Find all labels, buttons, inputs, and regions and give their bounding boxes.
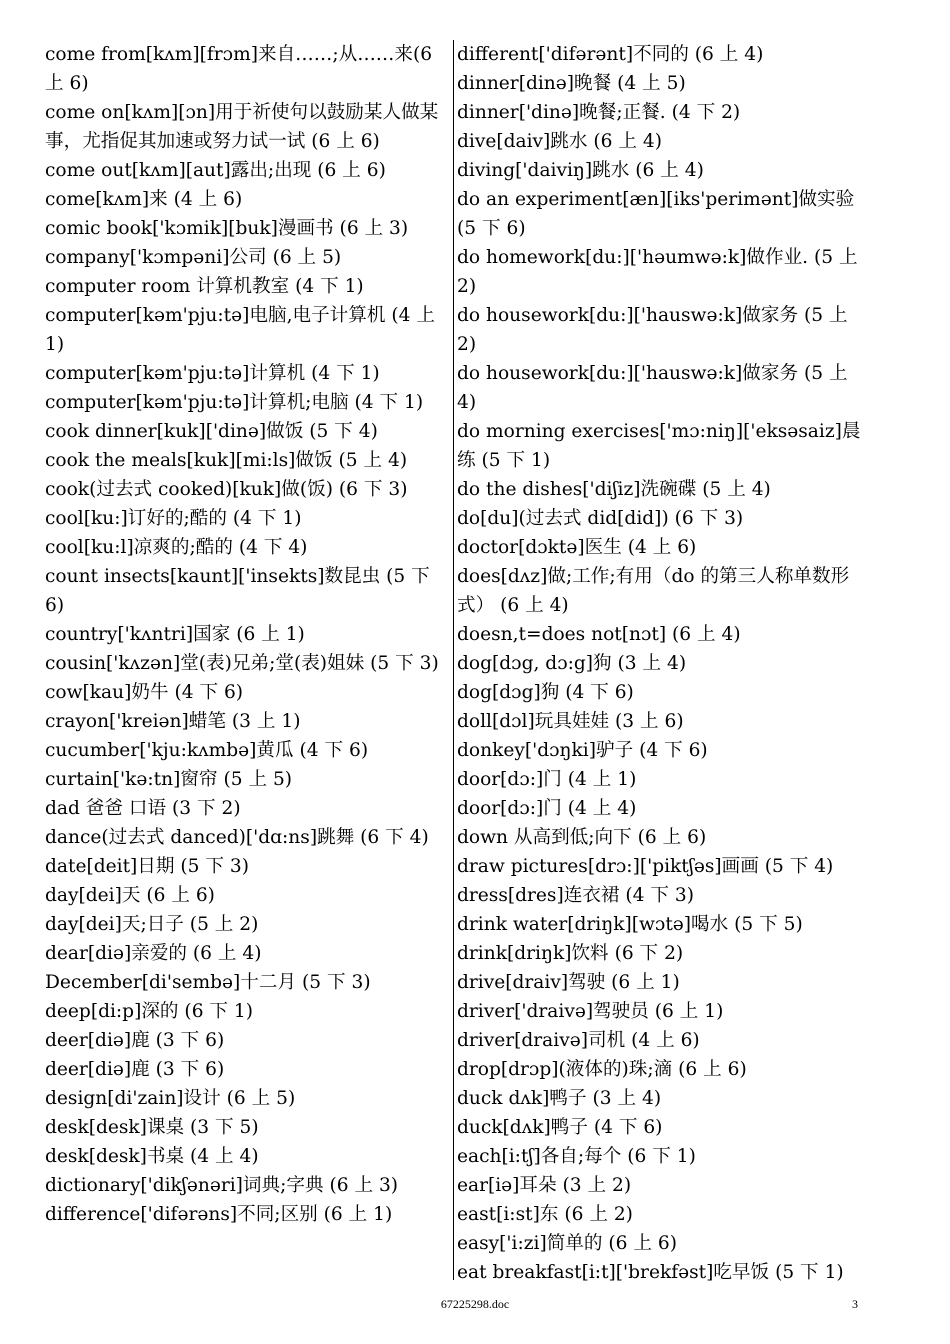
vocab-entry: cool[ku:l]凉爽的;酷的 (4 下 4) bbox=[45, 537, 308, 558]
left-column bbox=[45, 40, 450, 1229]
vocab-entry: donkey['dɔŋki]驴子 (4 下 6) bbox=[457, 740, 708, 761]
vocab-entry: doesn,t=does not[nɔt] (6 上 4) bbox=[457, 624, 741, 645]
vocab-entry: desk[desk]课桌 (3 下 5) bbox=[45, 1117, 259, 1138]
vocab-entry: different['difərənt]不同的 (6 上 4) bbox=[457, 44, 764, 65]
vocab-entry: do an experiment[æn][iks'perimənt]做实验(5 下 6) bbox=[457, 189, 855, 239]
column-divider bbox=[453, 40, 454, 1280]
vocab-entry: drop[drɔp](液体的)珠;滴 (6 上 6) bbox=[457, 1059, 747, 1080]
vocab-entry: cook the meals[kuk][mi:ls]做饭 (5 上 4) bbox=[45, 450, 408, 471]
vocab-entry: door[dɔ:]门 (4 上 4) bbox=[457, 798, 637, 819]
vocab-entry: curtain['kə:tn]窗帘 (5 上 5) bbox=[45, 769, 293, 790]
vocab-entry: computer room 计算机教室 (4 下 1) bbox=[45, 276, 364, 297]
vocab-entry: dinner['dinə]晚餐;正餐. (4 下 2) bbox=[457, 102, 741, 123]
vocab-entry: come on[kʌm][ɔn]用于祈使句以鼓励某人做某事，尤指促其加速或努力试一试 (6 上 6) bbox=[45, 102, 439, 152]
vocab-entry: count insects[kaunt]['insekts]数昆虫 (5 下 6) bbox=[45, 566, 430, 616]
vocab-entry: cucumber['kju:kʌmbə]黄瓜 (4 下 6) bbox=[45, 740, 369, 761]
vocab-entry: cook dinner[kuk]['dinə]做饭 (5 下 4) bbox=[45, 421, 378, 442]
vocab-entry: ear[iə]耳朵 (3 上 2) bbox=[457, 1175, 632, 1196]
vocab-entry: do morning exercises['mɔ:niŋ]['eksəsaiz]晨练 (5 下 1) bbox=[457, 421, 861, 471]
vocab-entry: cousin['kʌzən]堂(表)兄弟;堂(表)姐妹 (5 下 3) bbox=[45, 653, 439, 674]
vocab-entry: eat breakfast[i:t]['brekfəst]吃早饭 (5 下 1) bbox=[457, 1262, 844, 1283]
vocab-entry: dictionary['dikʃənəri]词典;字典 (6 上 3) bbox=[45, 1175, 399, 1196]
vocab-entry: each[i:tʃ]各自;每个 (6 下 1) bbox=[457, 1146, 696, 1167]
vocab-entry: doctor[dɔktə]医生 (4 上 6) bbox=[457, 537, 697, 558]
vocab-entry: difference['difərəns]不同;区别 (6 上 1) bbox=[45, 1204, 393, 1225]
vocab-entry: come out[kʌm][aut]露出;出现 (6 上 6) bbox=[45, 160, 386, 181]
vocab-entry: dog[dɔg]狗 (4 下 6) bbox=[457, 682, 634, 703]
vocab-entry: computer[kəm'pju:tə]计算机 (4 下 1) bbox=[45, 363, 380, 384]
vocab-entry: dear[diə]亲爱的 (6 上 4) bbox=[45, 943, 262, 964]
vocab-entry: duck[dʌk]鸭子 (4 下 6) bbox=[457, 1117, 663, 1138]
vocab-entry: drink water[driŋk][wɔtə]喝水 (5 下 5) bbox=[457, 914, 803, 935]
vocab-entry: dive[daiv]跳水 (6 上 4) bbox=[457, 131, 662, 152]
vocab-entry: dance(过去式 danced)['dɑ:ns]跳舞 (6 下 4) bbox=[45, 827, 429, 848]
vocab-entry: computer[kəm'pju:tə]计算机;电脑 (4 下 1) bbox=[45, 392, 424, 413]
vocab-entry: do homework[du:]['həumwə:k]做作业. (5 上 2) bbox=[457, 247, 858, 297]
vocab-entry: country['kʌntri]国家 (6 上 1) bbox=[45, 624, 305, 645]
vocab-entry: doll[dɔl]玩具娃娃 (3 上 6) bbox=[457, 711, 684, 732]
vocab-entry: east[i:st]东 (6 上 2) bbox=[457, 1204, 633, 1225]
vocab-entry: desk[desk]书桌 (4 上 4) bbox=[45, 1146, 259, 1167]
vocab-entry: do the dishes['diʃiz]洗碗碟 (5 上 4) bbox=[457, 479, 771, 500]
vocab-entry: does[dʌz]做;工作;有用（do 的第三人称单数形式） (6 上 4) bbox=[457, 566, 850, 616]
vocab-entry: driver['draivə]驾驶员 (6 上 1) bbox=[457, 1001, 724, 1022]
vocab-entry: draw pictures[drɔ:]['piktʃəs]画画 (5 下 4) bbox=[457, 856, 834, 877]
vocab-entry: day[dei]天 (6 上 6) bbox=[45, 885, 215, 906]
vocab-entry: day[dei]天;日子 (5 上 2) bbox=[45, 914, 259, 935]
vocab-entry: dog[dɔg, dɔ:g]狗 (3 上 4) bbox=[457, 653, 687, 674]
vocab-entry: design[di'zain]设计 (6 上 5) bbox=[45, 1088, 296, 1109]
vocab-entry: computer[kəm'pju:tə]电脑,电子计算机 (4 上 1) bbox=[45, 305, 435, 355]
footer-filename: 67225298.doc bbox=[440, 1297, 510, 1311]
vocab-entry: crayon['kreiən]蜡笔 (3 上 1) bbox=[45, 711, 301, 732]
vocab-entry: date[deit]日期 (5 下 3) bbox=[45, 856, 249, 877]
vocab-entry: deer[diə]鹿 (3 下 6) bbox=[45, 1030, 225, 1051]
vocab-entry: down 从高到低;向下 (6 上 6) bbox=[457, 827, 707, 848]
vocab-entry: do housework[du:]['hauswə:k]做家务 (5 上 2) bbox=[457, 305, 848, 355]
vocab-entry: cow[kau]奶牛 (4 下 6) bbox=[45, 682, 244, 703]
vocab-entry: diving['daiviŋ]跳水 (6 上 4) bbox=[457, 160, 704, 181]
vocab-entry: deer[diə]鹿 (3 下 6) bbox=[45, 1059, 225, 1080]
vocab-entry: dinner[dinə]晚餐 (4 上 5) bbox=[457, 73, 686, 94]
vocab-entry: do[du](过去式 did[did]) (6 下 3) bbox=[457, 508, 744, 529]
vocab-entry: do housework[du:]['hauswə:k]做家务 (5 上 4) bbox=[457, 363, 848, 413]
vocab-entry: drive[draiv]驾驶 (6 上 1) bbox=[457, 972, 680, 993]
vocab-entry: driver[draivə]司机 (4 上 6) bbox=[457, 1030, 700, 1051]
vocab-entry: cool[ku:]订好的;酷的 (4 下 1) bbox=[45, 508, 302, 529]
vocab-entry: come[kʌm]来 (4 上 6) bbox=[45, 189, 243, 210]
vocab-entry: come from[kʌm][frɔm]来自……;从……来(6 上 6) bbox=[45, 44, 433, 94]
vocab-entry: December[di'sembə]十二月 (5 下 3) bbox=[45, 972, 371, 993]
vocab-entry: dress[dres]连衣裙 (4 下 3) bbox=[457, 885, 694, 906]
vocab-entry: cook(过去式 cooked)[kuk]做(饭) (6 下 3) bbox=[45, 479, 408, 500]
vocab-entry: easy['i:zi]简单的 (6 上 6) bbox=[457, 1233, 677, 1254]
vocab-entry: dad 爸爸 口语 (3 下 2) bbox=[45, 798, 241, 819]
footer-page-number: 3 bbox=[852, 1297, 858, 1311]
vocab-entry: drink[driŋk]饮料 (6 下 2) bbox=[457, 943, 684, 964]
vocab-entry: duck dʌk]鸭子 (3 上 4) bbox=[457, 1088, 662, 1109]
vocab-entry: company['kɔmpəni]公司 (6 上 5) bbox=[45, 247, 342, 268]
right-column bbox=[457, 40, 862, 1287]
vocab-entry: deep[di:p]深的 (6 下 1) bbox=[45, 1001, 254, 1022]
vocab-entry: door[dɔ:]门 (4 上 1) bbox=[457, 769, 637, 790]
vocab-entry: comic book['kɔmik][buk]漫画书 (6 上 3) bbox=[45, 218, 409, 239]
